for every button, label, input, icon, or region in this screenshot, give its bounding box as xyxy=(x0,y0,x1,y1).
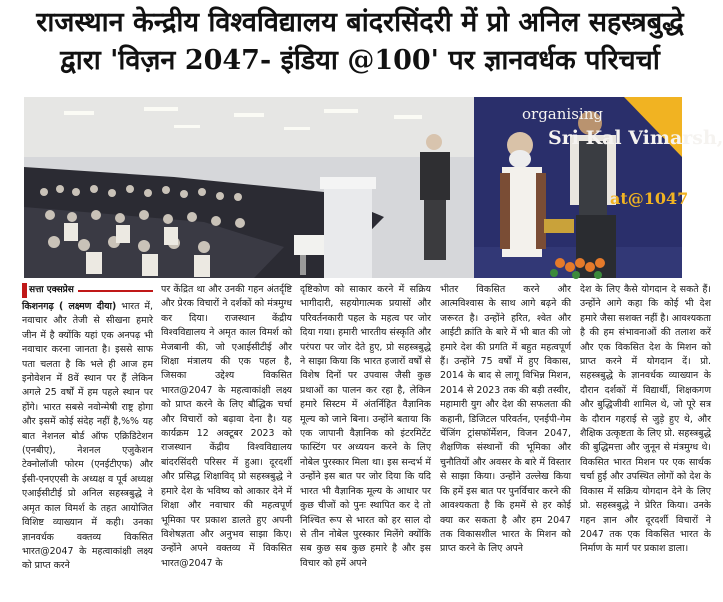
headline-line-1: राजस्थान केन्द्रीय विश्वविद्यालय बांदरसिंदरी में प्रो अनिल सहस्त्रबुद्धे xyxy=(36,7,684,38)
event-photo-illustration xyxy=(24,97,682,278)
article-column-2 xyxy=(161,283,292,598)
event-photo xyxy=(24,97,723,278)
banner-title: Sri Kal Vimarsh, xyxy=(548,127,723,149)
article-body xyxy=(22,283,712,598)
byline xyxy=(22,283,153,298)
headline xyxy=(8,4,712,80)
banner-subtitle: at@1047 xyxy=(610,189,689,208)
article-column-3 xyxy=(300,283,431,598)
article-column-5-text: देश के लिए कैसे योगदान दे सकते हैं। उन्होंने आगे कहा कि कोई भी देश हमारे जैसा सशक्त नहीं है। आवश्यकता है की हम संभावनाओं की तलाश करें और एक विकसित देश के मिशन को प्राप्त करने में योगदान दें। प्रो. सहस्त्रबुद्धे के ज्ञानवर्धक व्याख्यान के दौरान दर्शकों में विद्यार्थी, शिक्षकगण और बुद्धिजीवी शामिल थे, जो पूरे सत्र के दौरान गहराई से जुड़े हुए थे, और शैक्षिक उत्कृष्टता के लिए प्रो. सहस्त्रबुद्धे की बुद्धिमत्ता और जुनून से मंत्रमुग्ध थे। विकसित भारत मिशन पर एक सार्थक चर्चा हुई और उपस्थित लोगों को देश के विकास में सक्रिय योगदान देने के लिए प्रो. सहस्त्रबुद्धे ने प्रेरित किया। उनके गहन ज्ञान और दूरदर्शी विचारों ने 2047 तक एक विकसित भारत के निर्माण के मार्ग पर प्रकाश डाला। xyxy=(580,284,711,555)
article-column-4 xyxy=(440,283,571,598)
article-column-2-text: पर केंद्रित था और उनकी गहन अंतर्दृष्टि और प्रेरक विचारों ने दर्शकों को मंत्रमुग्ध कर दिया। राजस्थान केंद्रीय विश्वविद्यालय ने अमृत काल विमर्श को मेजबानी की, जो एआईसीटीई और शिक्षा मंत्रालय की एक पहल है, जिसका उद्देश्य विकसित भारत@2047 के महत्वाकांक्षी लक्ष्य को प्राप्त करने के लिए बौद्धिक चर्चा और विचारों को बढ़ावा देना है। यह कार्यक्रम 12 अक्टूबर 2023 को राजस्थान केंद्रीय विश्वविद्यालय बांदरसिंदरी परिसर में हुआ। दूरदर्शी और प्रसिद्ध शिक्षाविद् प्रो सहस्त्रबुद्धे ने हमारे देश के भविष्य को आकार देने में शिक्षा और नवाचार की महत्वपूर्ण भूमिका पर प्रकाश डालते हुए अपनी विशेषज्ञता और अनुभव साझा किए। उन्होंने अपने वक्तव्य में विकसित भारत@2047 के xyxy=(161,284,292,569)
article-column-5 xyxy=(580,283,711,598)
dateline: किशनगढ़ ( लक्ष्मण दीया) xyxy=(22,301,117,312)
article-column-1-text: भारत में, नवाचार और तेजी से सीखना हमारे जीन में है क्योंकि यहां एक अनपढ़ भी नवाचार करना जानता है। इससे साफ पता चलता है कि भले ही आज हम इनोवेशन में 8वें स्थान पर हैं लेकिन अगले 25 वर्षों में हम पहले स्थान पर होंगे। भारत सबसे नवोन्मेषी राष्ट्र होगा और इसमें कोई संदेह नहीं है,%% यह बात नेशनल बोर्ड ऑफ एक्रिडिटेशन (एनबीए), नेशनल एजुकेशन टेक्नोलॉजी फोरम (एनईटीएफ) और ईसी-एनएएसी के अध्यक्ष व पूर्व अध्यक्ष एआईसीटीई प्रो अनिल सहस्त्रबुद्धे ने अमृत काल विमर्श के तहत आयोजित विशिष्ट व्याख्यान में कही। उनका ज्ञानवर्धक वक्तव्य विकसित भारत@2047 के महत्वाकांक्षी लक्ष्य को प्राप्त करने xyxy=(22,301,154,572)
article-column-1 xyxy=(22,283,153,598)
article-column-3-text: दृष्टिकोण को साकार करने में सक्रिय भागीदारी, सहयोगात्मक प्रयासों और परिवर्तनकारी पहल के महत्व पर जोर दिया गया। हमारी भारतीय संस्कृति और परंपरा पर जोर देते हुए, प्रो सहस्त्रबुद्धे ने साझा किया कि भारत हजारों वर्षों से विशेष दिनों पर उपवास जैसी कुछ प्रथाओं का पालन कर रहा है, लेकिन हमारे सिस्टम में अंतर्निहित वैज्ञानिक मूल्य को जाने बिना। उन्होंने बताया कि एक जापानी वैज्ञानिक को इंटरमिटेंट फास्टिंग पर अध्ययन करने के लिए नोबेल पुरस्कार मिला था। इस सन्दर्भ में उन्होंने इस बात पर जोर दिया कि यदि भारत भी वैज्ञानिक मूल्य के आधार पर कुछ चीजों को पुनः स्थापित कर दे तो निश्चित रूप से भारत को हर साल दो से तीन नोबेल पुरस्कार मिलेंगे क्योंकि सब कुछ सब कुछ हमारे है और इस विचार को हमें अपने xyxy=(300,284,431,569)
article-column-4-text: भीतर विकसित करने और आत्मविश्वास के साथ आगे बढ़ने की जरूरत है। उन्होंने हरित, श्वेत और आईटी क्रांति के बारे में भी बात की जो हमारे देश की प्रगति में बहुत महत्वपूर्ण हैं। उन्होंने 75 वर्षों में हुए विकास, 2014 के बाद से लागू विभिन्न मिशन, 2014 से 2023 तक की बड़ी तस्वीर, महामारी युग और देश की सफलता की कहानी, डिजिटल परिवर्तन, एनईपी-गेम चेंजिंग ट्रांसफॉर्मेशन, विजन 2047, शैक्षणिक संस्थानों की भूमिका और चुनौतियों और अवसर के बारे में विस्तार से साझा किया। उन्होंने उल्लेख किया कि हमें इस बात पर पुनर्विचार करने की आवश्यकता है कि हममें से हर कोई क्या कर सकता है और हम 2047 तक विकासशील भारत के मिशन को प्राप्त करने के लिए अपने xyxy=(440,284,571,555)
banner-organising: organising xyxy=(522,105,603,123)
bureau-label: सत्ता एक्सप्रेस xyxy=(22,283,74,297)
headline-line-2: द्वारा 'विज़न 2047- इंडिया @100' पर ज्ञानवर्धक परिचर्चा xyxy=(60,45,660,76)
byline-rule xyxy=(78,290,153,292)
